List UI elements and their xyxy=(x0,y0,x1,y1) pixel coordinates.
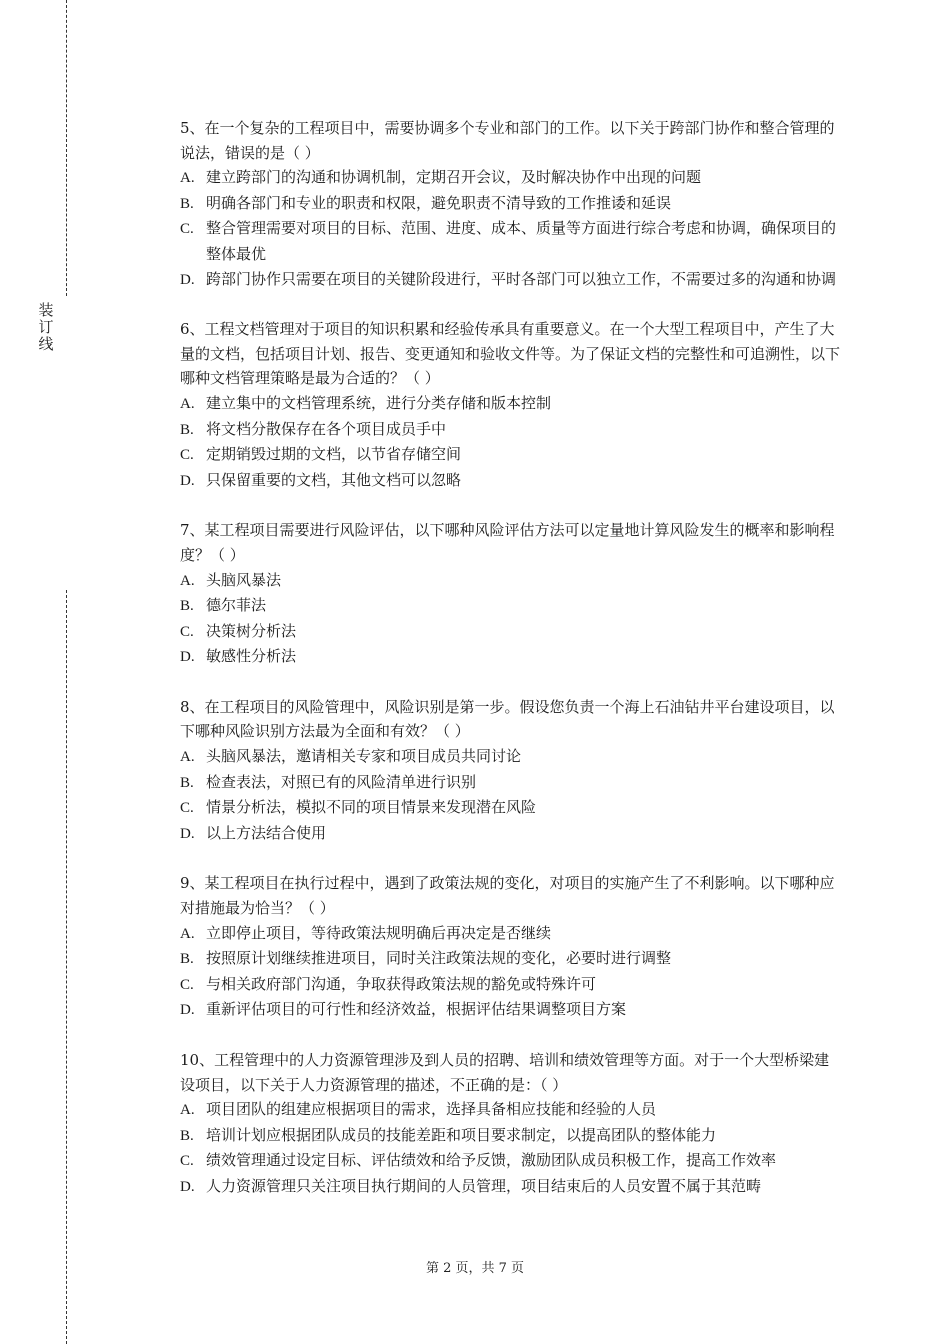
binding-label-char: 装 xyxy=(38,301,54,319)
option-d xyxy=(180,821,840,847)
option-letter: C. xyxy=(180,976,194,993)
option-letter: B. xyxy=(180,195,194,212)
option-a xyxy=(180,744,840,770)
option-c xyxy=(180,619,840,645)
option-a xyxy=(180,1097,840,1123)
option-a xyxy=(180,391,840,417)
option-letter: B. xyxy=(180,951,194,968)
option-d xyxy=(180,997,840,1023)
option-text: 情景分析法，模拟不同的项目情景来发现潜在风险 xyxy=(206,798,537,817)
option-text: 敏感性分析法 xyxy=(206,647,297,666)
option-a xyxy=(180,165,840,191)
option-a xyxy=(180,921,840,947)
option-letter: D. xyxy=(180,472,195,489)
option-letter: D. xyxy=(180,1002,195,1019)
option-d xyxy=(180,1174,840,1200)
option-letter: A. xyxy=(180,395,195,412)
question-6 xyxy=(180,317,840,493)
option-text: 跨部门协作只需要在项目的关键阶段进行，平时各部门可以独立工作，不需要过多的沟通和协调 xyxy=(206,269,837,288)
option-text: 绩效管理通过设定目标、评估绩效和给予反馈，激励团队成员积极工作，提高工作效率 xyxy=(206,1151,777,1170)
option-c xyxy=(180,216,840,266)
option-letter: B. xyxy=(180,1127,194,1144)
option-b xyxy=(180,1123,840,1149)
option-letter: A. xyxy=(180,1102,195,1119)
option-text: 建立集中的文档管理系统，进行分类存储和版本控制 xyxy=(206,393,552,412)
question-stem: 5、在一个复杂的工程项目中，需要协调多个专业和部门的工作。以下关于跨部门协作和整合管理的说法，错误的是（ ） xyxy=(180,119,835,162)
option-letter: B. xyxy=(180,774,194,791)
option-c xyxy=(180,972,840,998)
question-8 xyxy=(180,695,840,847)
question-5 xyxy=(180,116,840,292)
option-text: 检查表法，对照已有的风险清单进行识别 xyxy=(206,772,477,791)
option-text: 只保留重要的文档，其他文档可以忽略 xyxy=(206,470,462,489)
option-letter: D. xyxy=(180,1178,195,1195)
question-stem: 8、在工程项目的风险管理中，风险识别是第一步。假设您负责一个海上石油钻井平台建设项目，以下哪种风险识别方法最为全面和有效？（ ） xyxy=(180,697,835,741)
option-b xyxy=(180,417,840,443)
option-text: 整合管理需要对项目的目标、范围、进度、成本、质量等方面进行综合考虑和协调，确保项目的整体最优 xyxy=(206,219,837,263)
option-c xyxy=(180,1148,840,1174)
option-b xyxy=(180,191,840,217)
question-stem: 9、某工程项目在执行过程中，遇到了政策法规的变化，对项目的实施产生了不利影响。以下哪种应对措施最为恰当？（ ） xyxy=(180,874,835,918)
option-letter: B. xyxy=(180,421,194,438)
option-text: 头脑风暴法 xyxy=(206,570,282,589)
binding-line-top xyxy=(66,0,67,296)
option-c xyxy=(180,442,840,468)
option-c xyxy=(180,795,840,821)
binding-label-char: 订 xyxy=(38,318,54,336)
option-letter: D. xyxy=(180,649,195,666)
option-text: 以上方法结合使用 xyxy=(206,823,327,842)
option-letter: A. xyxy=(180,572,195,589)
option-text: 立即停止项目，等待政策法规明确后再决定是否继续 xyxy=(206,923,552,942)
option-text: 头脑风暴法，邀请相关专家和项目成员共同讨论 xyxy=(206,747,522,766)
question-stem: 10、工程管理中的人力资源管理涉及到人员的招聘、培训和绩效管理等方面。对于一个大型桥梁建设项目，以下关于人力资源管理的描述，不正确的是：（ ） xyxy=(180,1051,830,1094)
option-d xyxy=(180,644,840,670)
binding-label-char: 线 xyxy=(38,335,54,353)
option-letter: C. xyxy=(180,221,194,238)
option-letter: B. xyxy=(180,598,194,615)
option-text: 将文档分散保存在各个项目成员手中 xyxy=(206,419,447,438)
option-text: 明确各部门和专业的职责和权限，避免职责不清导致的工作推诿和延误 xyxy=(206,193,672,212)
binding-label xyxy=(36,302,56,353)
option-text: 项目团队的组建应根据项目的需求，选择具备相应技能和经验的人员 xyxy=(206,1100,657,1119)
option-letter: C. xyxy=(180,1153,194,1170)
option-b xyxy=(180,946,840,972)
question-stem: 6、工程文档管理对于项目的知识积累和经验传承具有重要意义。在一个大型工程项目中，产生了大量的文档，包括项目计划、报告、变更通知和验收文件等。为了保证文档的完整性和可追溯性，以下哪种文档管理策略是最为合适的？（ ） xyxy=(180,320,841,388)
question-list xyxy=(180,116,840,1225)
option-text: 人力资源管理只关注项目执行期间的人员管理，项目结束后的人员安置不属于其范畴 xyxy=(206,1176,762,1195)
option-d xyxy=(180,468,840,494)
option-letter: C. xyxy=(180,447,194,464)
option-letter: C. xyxy=(180,800,194,817)
option-letter: C. xyxy=(180,623,194,640)
option-text: 按照原计划继续推进项目，同时关注政策法规的变化，必要时进行调整 xyxy=(206,949,672,968)
option-letter: D. xyxy=(180,825,195,842)
option-letter: A. xyxy=(180,170,195,187)
page-footer: 第 2 页，共 7 页 xyxy=(425,1261,525,1276)
option-b xyxy=(180,593,840,619)
option-text: 与相关政府部门沟通，争取获得政策法规的豁免或特殊许可 xyxy=(206,974,597,993)
option-b xyxy=(180,770,840,796)
option-text: 决策树分析法 xyxy=(206,621,297,640)
option-d xyxy=(180,267,840,293)
option-a xyxy=(180,568,840,594)
question-stem: 7、某工程项目需要进行风险评估，以下哪种风险评估方法可以定量地计算风险发生的概率和影响程度？（ ） xyxy=(180,521,835,564)
option-letter: A. xyxy=(180,925,195,942)
option-letter: A. xyxy=(180,749,195,766)
option-text: 德尔菲法 xyxy=(206,596,267,615)
binding-line-bottom xyxy=(66,590,67,1344)
option-text: 重新评估项目的可行性和经济效益，根据评估结果调整项目方案 xyxy=(206,1000,627,1019)
option-text: 培训计划应根据团队成员的技能差距和项目要求制定，以提高团队的整体能力 xyxy=(206,1125,717,1144)
option-text: 建立跨部门的沟通和协调机制，定期召开会议，及时解决协作中出现的问题 xyxy=(206,168,702,187)
option-text: 定期销毁过期的文档，以节省存储空间 xyxy=(206,445,462,464)
option-letter: D. xyxy=(180,271,195,288)
question-7 xyxy=(180,518,840,670)
question-10 xyxy=(180,1048,840,1200)
question-9 xyxy=(180,871,840,1023)
